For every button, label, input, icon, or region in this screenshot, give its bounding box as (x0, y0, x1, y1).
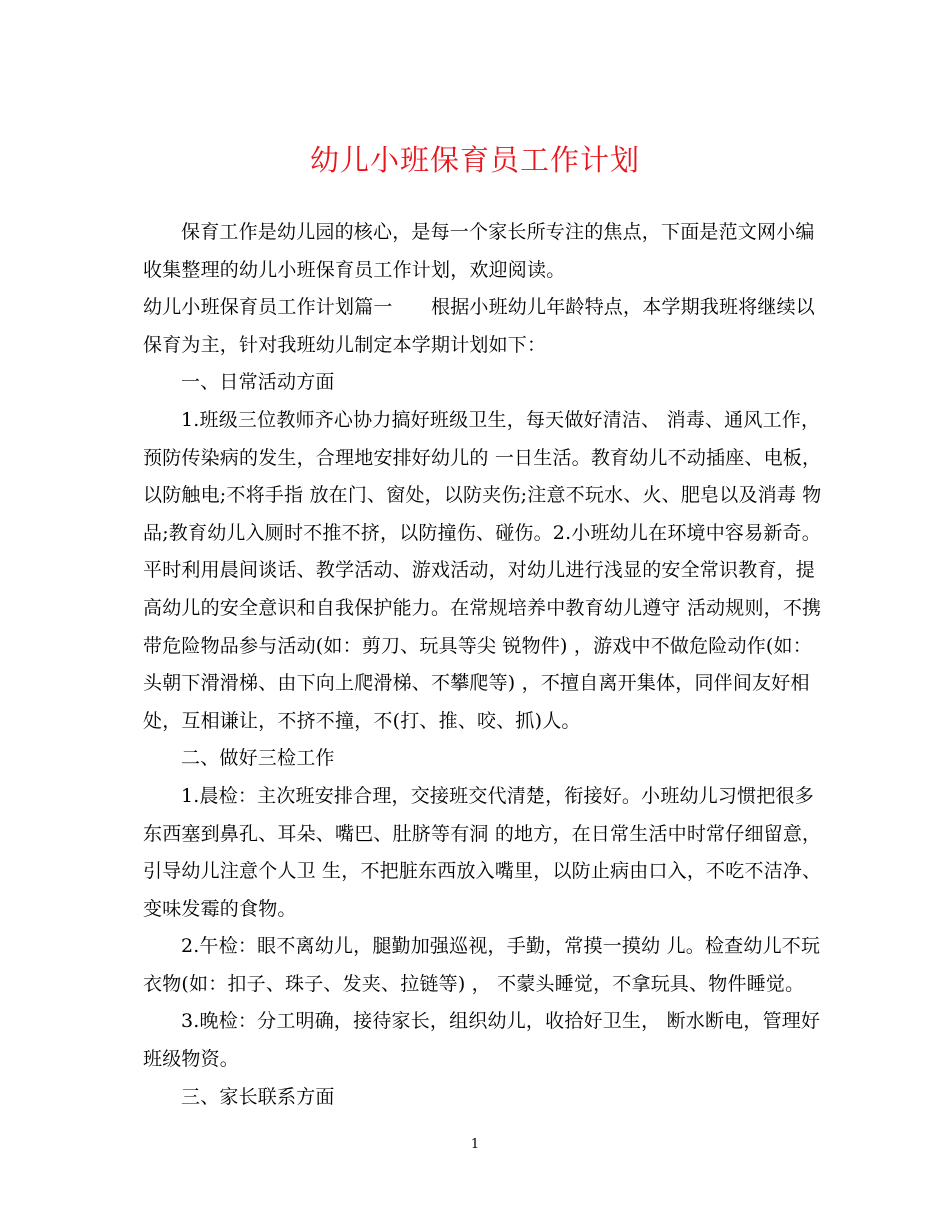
text-line: 1.班级三位教师齐心协力搞好班级卫生，每天做好清洁、 消毒、通风工作， (181, 408, 821, 431)
text-line: 班级物资。 (143, 1048, 240, 1071)
text-line: 引导幼儿注意个人卫 生，不把脏东西放入嘴里，以防止病由口入，不吃不洁净、 (143, 860, 822, 883)
text-line: 带危险物品参与活动(如：剪刀、玩具等尖 锐物件) ，游戏中不做危险动作(如： (143, 634, 812, 657)
text-line: 一、日常活动方面 (181, 371, 335, 394)
text-line: 高幼儿的安全意识和自我保护能力。在常规培养中教育幼儿遵守 活动规则，不携 (143, 596, 822, 619)
text-line: 三、家长联系方面 (181, 1085, 335, 1108)
text-line: 变味发霉的食物。 (143, 897, 297, 920)
text-line: 1.晨检：主次班安排合理，交接班交代清楚，衔接好。小班幼儿习惯把很多 (181, 784, 814, 807)
text-line: 以防触电;不将手指 放在门、窗处，以防夹伤;注意不玩水、火、肥皂以及消毒 物 (143, 484, 822, 507)
text-line: 平时利用晨间谈话、教学活动、游戏活动，对幼儿进行浅显的安全常识教育，提 (143, 559, 816, 582)
text-line: 预防传染病的发生，合理地安排好幼儿的 一日生活。教育幼儿不动插座、电板， (143, 446, 822, 469)
text-line: 品;教育幼儿入厕时不推不挤，以防撞伤、碰伤。2.小班幼儿在环境中容易新奇。 (143, 521, 821, 544)
document-body (143, 214, 822, 1116)
text-line: 保育为主，针对我班幼儿制定本学期计划如下： (143, 333, 547, 356)
page-number: 1 (470, 1137, 480, 1152)
text-line: 2.午检：眼不离幼儿，腿勤加强巡视，手勤，常摸一摸幼 儿。检查幼儿不玩 (181, 935, 821, 958)
text-line: 东西塞到鼻孔、耳朵、嘴巴、肚脐等有洞 的地方，在日常生活中时常仔细留意， (143, 822, 822, 845)
document-title: 幼儿小班保育员工作计划 (309, 143, 640, 177)
text-line: 收集整理的幼儿小班保育员工作计划，欢迎阅读。 (143, 258, 566, 281)
text-line: 二、做好三检工作 (181, 747, 335, 770)
text-line: 保育工作是幼儿园的核心，是每一个家长所专注的焦点，下面是范文网小编 (181, 221, 815, 243)
text-line: 处，互相谦让，不挤不撞，不(打、推、咬、抓)人。 (143, 709, 581, 732)
text-line: 3.晚检：分工明确，接待家长，组织幼儿，收拾好卫生， 断水断电，管理好 (181, 1010, 821, 1033)
text-line: 幼儿小班保育员工作计划篇一 根据小班幼儿年龄特点，本学期我班将继续以 (143, 296, 816, 319)
text-line: 头朝下滑滑梯、由下向上爬滑梯、不攀爬等) ，不擅自离开集体，同伴间友好相 (143, 672, 810, 695)
text-line: 衣物(如：扣子、珠子、发夹、拉链等) ， 不蒙头睡觉，不拿玩具、物件睡觉。 (143, 972, 805, 995)
